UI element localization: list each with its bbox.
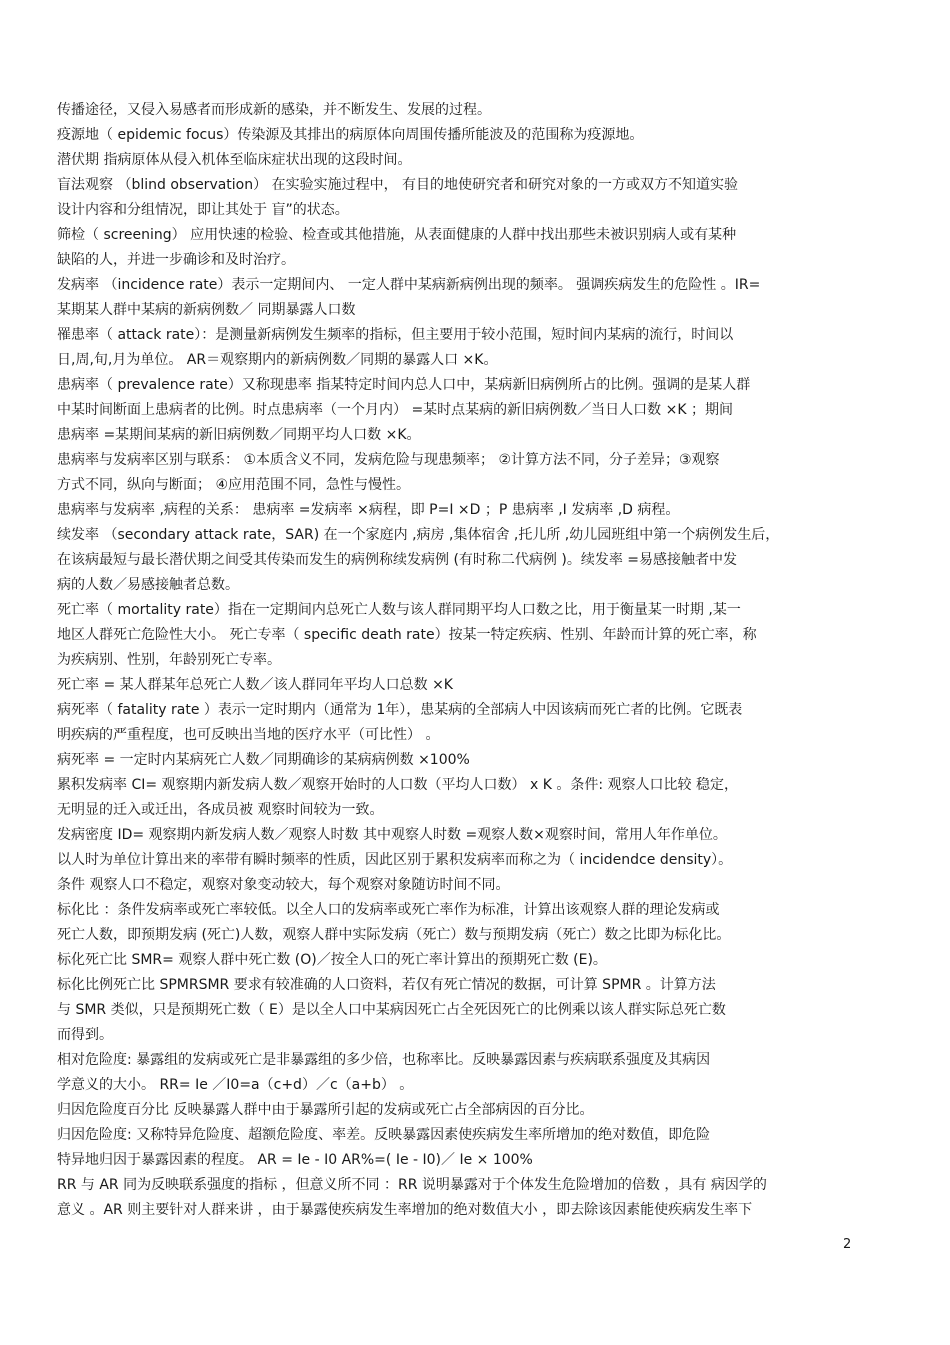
text-line: 归因危险度百分比 反映暴露人群中由于暴露所引起的发病或死亡占全部病因的百分比。 [57,1102,594,1118]
text-line: 中某时间断面上患病者的比例。时点患病率（一个月内） =某时点某病的新旧病例数／当日人口数 ×K ；期间 [57,402,733,418]
text-line: 传播途径，又侵入易感者而形成新的感染，并不断发生、发展的过程。 [57,102,491,118]
text-line: 死亡率 = 某人群某年总死亡人数／该人群同年平均人口总数 ×K [57,677,453,693]
text-line: 相对危险度: 暴露组的发病或死亡是非暴露组的多少倍，也称率比。反映暴露因素与疾病联系强度及其病因 [57,1052,711,1068]
text-line: 与 SMR 类似，只是预期死亡数（ E）是以全人口中某病因死亡占全死因死亡的比例乘以该人群实际总死亡数 [57,1002,726,1018]
text-line: 发病率 （incidence rate）表示一定期间内、 一定人群中某病新病例出现的频率。 强调疾病发生的危险性 。IR= [57,277,761,293]
text-line: 病的人数／易感接触者总数。 [57,577,239,593]
text-line: 患病率 =某期间某病的新旧病例数／同期平均人口数 ×K。 [57,427,421,443]
text-line: 患病率（ prevalence rate）又称现患率 指某特定时间内总人口中，某病新旧病例所占的比例。强调的是某人群 [57,377,751,393]
text-line: 方式不同，纵向与断面； ④应用范围不同，急性与慢性。 [57,477,410,493]
text-line: 死亡人数，即预期发病 (死亡)人数，观察人群中实际发病（死亡）数与预期发病（死亡）数之比即为标化比。 [57,927,731,943]
text-line: 盲法观察 （blind observation） 在实验实施过程中， 有目的地使研究者和研究对象的一方或双方不知道实验 [57,177,739,193]
text-line: 患病率与发病率区别与联系： ①本质含义不同，发病危险与现患频率； ②计算方法不同，分子差异；③观察 [57,452,720,468]
page-number: 2 [843,1237,852,1252]
text-line: 日,周,旬,月为单位。 AR＝观察期内的新病例数／同期的暴露人口 ×K。 [57,352,498,368]
text-line: 设计内容和分组情况，即让其处于 盲”的状态。 [57,202,349,218]
text-line: 而得到。 [57,1027,113,1043]
text-line: 某期某人群中某病的新病例数／ 同期暴露人口数 [57,302,356,318]
text-line: 学意义的大小。 RR= Ie ／I0=a（c+d）／c（a+b） 。 [57,1077,414,1093]
text-line: 疫源地（ epidemic focus）传染源及其排出的病原体向周围传播所能波及的范围称为疫源地。 [57,127,644,143]
text-line: 患病率与发病率 ,病程的关系： 患病率 =发病率 ×病程，即 P=I ×D ；P 患病率 ,I 发病率 ,D 病程。 [57,502,680,518]
text-line: 续发率 （secondary attack rate，SAR) 在一个家庭内 ,病房 ,集体宿舍 ,托儿所 ,幼儿园班组中第一个病例发生后， [57,527,780,543]
text-line: 罹患率（ attack rate）：是测量新病例发生频率的指标，但主要用于较小范围，短时间内某病的流行，时间以 [57,327,734,343]
text-line: 发病密度 ID= 观察期内新发病人数／观察人时数 其中观察人时数 =观察人数×观察时间，常用人年作单位。 [57,827,727,843]
text-line: 病死率（ fatality rate ）表示一定时期内（通常为 1年），患某病的全部病人中因该病而死亡者的比例。它既表 [57,702,743,718]
text-line: 筛检（ screening） 应用快速的检验、检查或其他措施，从表面健康的人群中找出那些未被识别病人或有某种 [57,227,737,243]
text-line: 特异地归因于暴露因素的程度。 AR = Ie - I0 AR%=( Ie - I0)／ Ie × 100% [57,1152,533,1168]
text-line: 死亡率（ mortality rate）指在一定期间内总死亡人数与该人群同期平均人口数之比，用于衡量某一时期 ,某一 [57,602,741,618]
text-line: 缺陷的人，并进一步确诊和及时治疗。 [57,252,295,268]
text-line: 条件 观察人口不稳定，观察对象变动较大，每个观察对象随访时间不同。 [57,877,510,893]
text-line: 明疾病的严重程度，也可反映出当地的医疗水平（可比性） 。 [57,727,440,743]
text-line: 病死率 = 一定时内某病死亡人数／同期确诊的某病病例数 ×100% [57,752,470,768]
text-line: 在该病最短与最长潜伏期之间受其传染而发生的病例称续发病例 (有时称二代病例 )。续发率 =易感接触者中发 [57,552,738,568]
text-line: RR 与 AR 同为反映联系强度的指标 ，但意义所不同 ：RR 说明暴露对于个体发生危险增加的倍数 ，具有 病因学的 [57,1177,767,1193]
text-line: 无明显的迁入或迁出，各成员被 观察时间较为一致。 [57,802,384,818]
text-line: 标化比例死亡比 SPMRSMR 要求有较准确的人口资料，若仅有死亡情况的数据，可计算 SPMR 。计算方法 [57,977,716,993]
text-line: 地区人群死亡危险性大小。 死亡专率（ specific death rate）按某一特定疾病、性别、年龄而计算的死亡率，称 [57,627,757,643]
text-line: 累积发病率 CI= 观察期内新发病人数／观察开始时的人口数（平均人口数） x K 。条件: 观察人口比较 稳定， [57,777,738,793]
text-line: 为疾病别、性别，年龄别死亡专率。 [57,652,281,668]
text-line: 以人时为单位计算出来的率带有瞬时频率的性质，因此区别于累积发病率而称之为（ incidendce density）。 [57,852,733,868]
text-line: 标化死亡比 SMR= 观察人群中死亡数 (O)／按全人口的死亡率计算出的预期死亡数 (E)。 [57,952,607,968]
text-line: 标化比 ：条件发病率或死亡率较低。以全人口的发病率或死亡率作为标准，计算出该观察人群的理论发病或 [57,902,720,918]
text-line: 意义 。AR 则主要针对人群来讲 ，由于暴露使疾病发生率增加的绝对数值大小 ，即去除该因素能使疾病发生率下 [57,1202,753,1218]
text-line: 归因危险度: 又称特异危险度、超额危险度、率差。反映暴露因素使疾病发生率所增加的绝对数值，即危险 [57,1127,711,1143]
text-line: 潜伏期 指病原体从侵入机体至临床症状出现的这段时间。 [57,152,412,168]
